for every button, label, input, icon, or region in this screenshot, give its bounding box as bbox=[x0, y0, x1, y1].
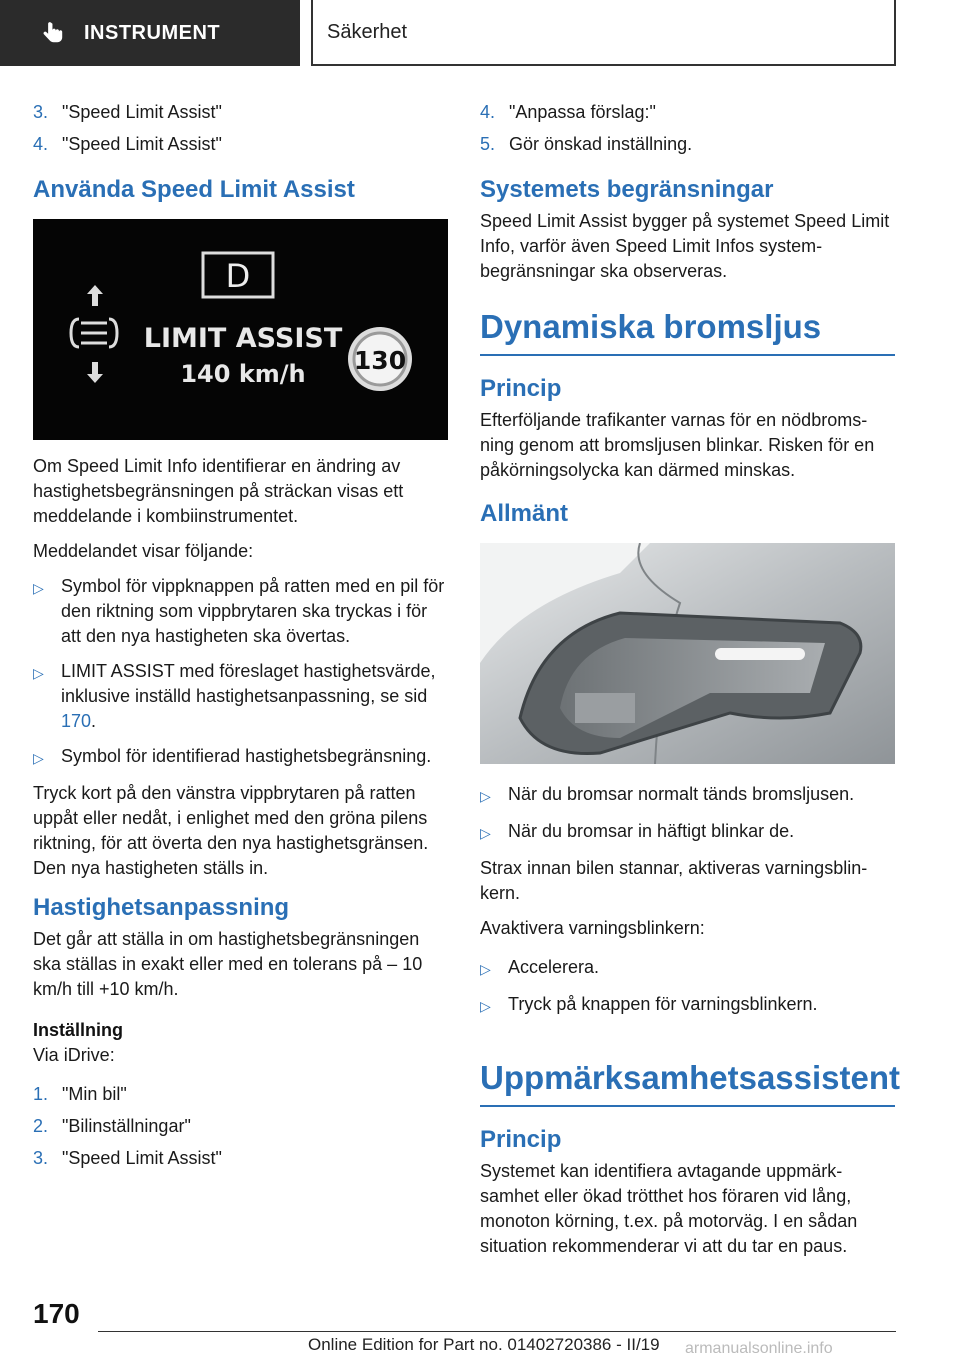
footer-edition: Online Edition for Part no. 01402720386 - II/19 bbox=[308, 1335, 660, 1354]
triangle-bullet-icon: ▷ bbox=[33, 580, 44, 596]
step-number: 3. bbox=[33, 1148, 49, 1168]
step-text: "Speed Limit Assist" bbox=[62, 134, 222, 154]
instrument-tab[interactable] bbox=[0, 0, 300, 66]
heading-dynamic-brake-lights: Dynamiska bromsljus bbox=[480, 306, 895, 356]
heading-system-limits: Systemets begränsningar bbox=[480, 176, 774, 203]
list-item bbox=[33, 659, 448, 734]
heading-general: Allmänt bbox=[480, 500, 569, 527]
bullet-list bbox=[480, 782, 895, 846]
section-tab bbox=[311, 0, 896, 66]
paragraph: Systemet kan identifiera avtagande uppmärksamhet eller ökad trötthet hos föraren vid lång, monoton körning, t.ex. på motorväg. I en sådan situation rekommenderar vi att du tar en paus. bbox=[480, 1161, 858, 1256]
bullet-list bbox=[33, 574, 448, 771]
paragraph: Om Speed Limit Info identifierar en ändring av hastighetsbegränsningen på sträckan visas ett meddelande i kombiinstrumentet. bbox=[33, 456, 404, 526]
list-item bbox=[33, 100, 448, 125]
instrument-cluster-image bbox=[33, 219, 448, 440]
paragraph: Tryck kort på den vänstra vippbrytaren på ratten uppåt eller nedåt, i enlighet med den gröna pilens riktning, för att överta den nya hastighetsgränsen. Den nya hastigheten ställs in. bbox=[33, 783, 429, 878]
list-item bbox=[480, 955, 895, 982]
list-item bbox=[33, 132, 448, 157]
heading-principle: Princip bbox=[480, 375, 562, 402]
step-number: 5. bbox=[480, 134, 496, 154]
step-text: "Bilinställningar" bbox=[62, 1116, 191, 1136]
footer-divider bbox=[98, 1331, 896, 1332]
right-column bbox=[480, 100, 901, 1269]
bullet-list bbox=[480, 955, 895, 1019]
list-item bbox=[480, 819, 895, 846]
step-list-bottom bbox=[33, 1082, 448, 1171]
section-title: Säkerhet bbox=[327, 20, 408, 43]
step-text: "Min bil" bbox=[62, 1084, 127, 1104]
list-item bbox=[33, 744, 448, 771]
list-item bbox=[480, 782, 895, 809]
speed-limit-sign-text: 130 bbox=[353, 346, 407, 375]
paragraph: Efterföljande trafikanter varnas för en nödbromsning genom att bromsljusen blinkar. Risken för en påkörningsolycka kan därmed minskas. bbox=[480, 410, 875, 480]
triangle-bullet-icon: ▷ bbox=[33, 750, 44, 766]
taillight-image bbox=[480, 543, 895, 764]
bullet-text-part: LIMIT ASSIST med föreslaget hastighetsvärde, inklusive inställd hastighetsanpassning, se sid bbox=[61, 661, 436, 706]
bullet-text: När du bromsar normalt tänds bromsljusen. bbox=[508, 784, 855, 804]
bullet-text: När du bromsar in häftigt blinkar de. bbox=[508, 821, 795, 841]
list-item bbox=[33, 1082, 448, 1107]
heading-use-speed-limit-assist: Använda Speed Limit Assist bbox=[33, 176, 355, 203]
left-column bbox=[33, 100, 448, 1178]
step-number: 1. bbox=[33, 1084, 49, 1104]
triangle-bullet-icon: ▷ bbox=[33, 665, 44, 681]
paragraph: Meddelandet visar följande: bbox=[33, 541, 254, 561]
triangle-bullet-icon: ▷ bbox=[480, 961, 491, 977]
heading-setting: Inställning bbox=[33, 1020, 123, 1040]
list-item bbox=[33, 1114, 448, 1139]
step-number: 4. bbox=[480, 102, 496, 122]
list-item bbox=[33, 1146, 448, 1171]
paragraph: Avaktivera varningsblinkern: bbox=[480, 918, 705, 938]
list-item bbox=[480, 132, 895, 157]
step-text: "Speed Limit Assist" bbox=[62, 102, 222, 122]
list-item bbox=[480, 100, 895, 125]
bullet-text-suffix: . bbox=[91, 711, 97, 731]
page-link[interactable]: 170 bbox=[61, 711, 92, 731]
heading-speed-adaptation: Hastighetsanpassning bbox=[33, 894, 290, 921]
heading-attention-assistant: Uppmärksamhetsassistent bbox=[480, 1057, 895, 1107]
step-number: 3. bbox=[33, 102, 49, 122]
limit-assist-text: LIMIT ASSIST bbox=[143, 323, 343, 354]
paragraph: Det går att ställa in om hastighetsbegränsningen ska ställas in exakt eller med en tolerans på – 10 km/h till +10 km/h. bbox=[33, 929, 423, 999]
step-list-right bbox=[480, 100, 895, 157]
step-text: Gör önskad inställning. bbox=[509, 134, 693, 154]
triangle-bullet-icon: ▷ bbox=[480, 998, 491, 1014]
watermark-text: armanualsonline.info bbox=[685, 1340, 833, 1357]
hand-pointer-icon bbox=[40, 20, 66, 46]
step-number: 2. bbox=[33, 1116, 49, 1136]
bullet-text: Symbol för vippknappen på ratten med en pil för den riktning som vippbrytaren ska tryckas i för att den nya hastigheten ska övertas. bbox=[61, 576, 445, 646]
step-list-top bbox=[33, 100, 448, 157]
page-number: 170 bbox=[33, 1298, 80, 1329]
bullet-text: Tryck på knappen för varningsblinkern. bbox=[508, 994, 818, 1014]
step-text: "Speed Limit Assist" bbox=[62, 1148, 222, 1168]
bullet-text: Symbol för identifierad hastighetsbegränsning. bbox=[61, 746, 432, 766]
paragraph: Speed Limit Assist bygger på systemet Speed Limit Info, varför även Speed Limit Infos systembegränsningar ska observeras. bbox=[480, 211, 890, 281]
triangle-bullet-icon: ▷ bbox=[480, 825, 491, 841]
heading-principle: Princip bbox=[480, 1126, 562, 1153]
instrument-tab-label: INSTRUMENT bbox=[84, 21, 221, 44]
step-number: 4. bbox=[33, 134, 49, 154]
paragraph: Strax innan bilen stannar, aktiveras varningsblinkern. bbox=[480, 858, 868, 903]
list-item bbox=[480, 992, 895, 1019]
triangle-bullet-icon: ▷ bbox=[480, 788, 491, 804]
step-text: "Anpassa förslag:" bbox=[509, 102, 656, 122]
list-item bbox=[33, 574, 448, 649]
paragraph: Via iDrive: bbox=[33, 1045, 115, 1065]
gear-text: D bbox=[225, 257, 251, 295]
bullet-text bbox=[61, 659, 448, 734]
speed-text: 140 km/h bbox=[180, 360, 306, 388]
bullet-text: Accelerera. bbox=[508, 957, 600, 977]
